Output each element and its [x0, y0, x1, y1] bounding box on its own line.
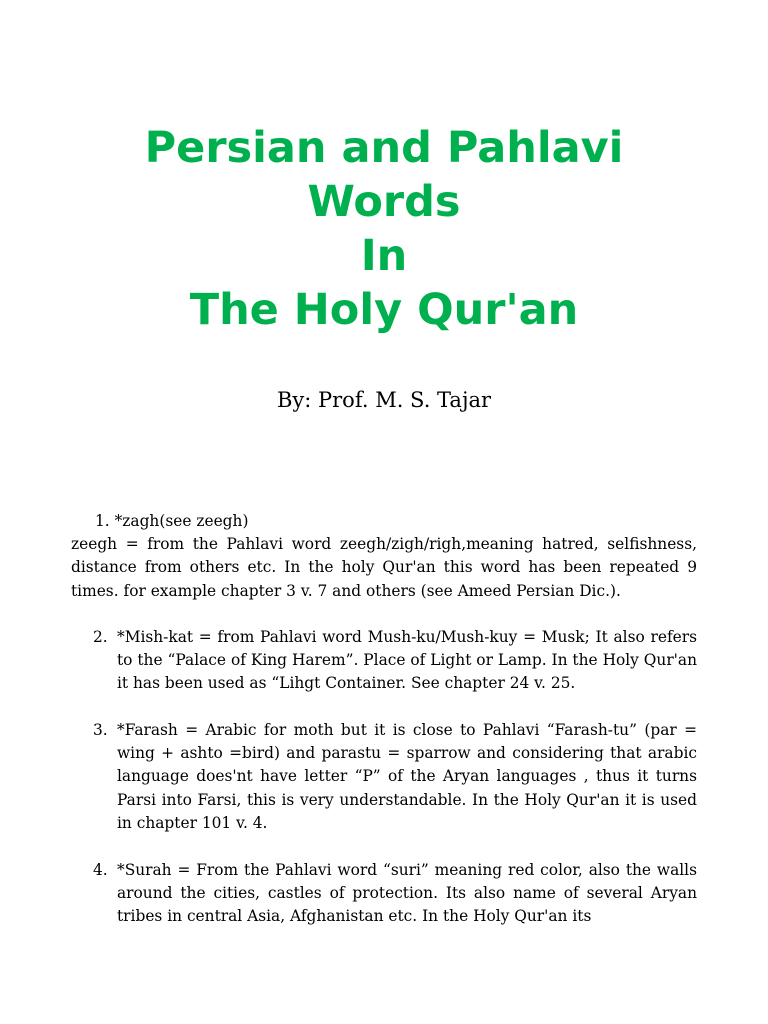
- entry-2-number: 2.: [93, 628, 108, 646]
- title-line-4: The Holy Qur'an: [189, 285, 579, 335]
- entry-4: [93, 859, 697, 929]
- entry-1-heading: [71, 510, 697, 533]
- entry-1-number: 1.: [95, 512, 110, 530]
- entry-1-head-text: *zagh(see zeegh): [114, 512, 249, 530]
- entry-2: [93, 626, 697, 696]
- entry-3-number: 3.: [93, 721, 108, 739]
- document-title: [0, 121, 768, 337]
- entry-1-paragraph: zeegh = from the Pahlavi word zeegh/zigh/righ,meaning hatred, selfishness, distance from others etc. In the holy Qur'an this word has been repeated 9 times. for example chapter 3 v. 7 and others (see Ameed Persian Dic.).: [71, 535, 697, 600]
- entry-4-number: 4.: [93, 861, 108, 879]
- title-line-1: Persian and Pahlavi: [144, 123, 624, 173]
- entry-2-paragraph: *Mish-kat = from Pahlavi word Mush-ku/Mush-kuy = Musk; It also refers to the “Palace of King Harem”. Place of Light or Lamp. In the Holy Qur'an it has been used as “Lihgt Container. See chapter 24 v. 25.: [117, 628, 697, 693]
- title-line-3: In: [360, 231, 408, 281]
- title-line-2: Words: [307, 177, 461, 227]
- entry-1: [71, 510, 697, 603]
- entry-3-paragraph: *Farash = Arabic for moth but it is close to Pahlavi “Farash-tu” (par = wing + ashto =bird) and parastu = sparrow and considering that arabic language does'nt have letter “P” of the Aryan languages , thus it turns Parsi into Farsi, this is very understandable. In the Holy Qur'an it is used in chapter 101 v. 4.: [117, 721, 697, 832]
- entry-3: [93, 719, 697, 835]
- entry-4-paragraph: *Surah = From the Pahlavi word “suri” meaning red color, also the walls around the cities, castles of protection. Its also name of several Aryan tribes in central Asia, Afghanistan etc. In the Holy Qur'an its: [117, 861, 697, 926]
- author-line: By: Prof. M. S. Tajar: [276, 388, 492, 412]
